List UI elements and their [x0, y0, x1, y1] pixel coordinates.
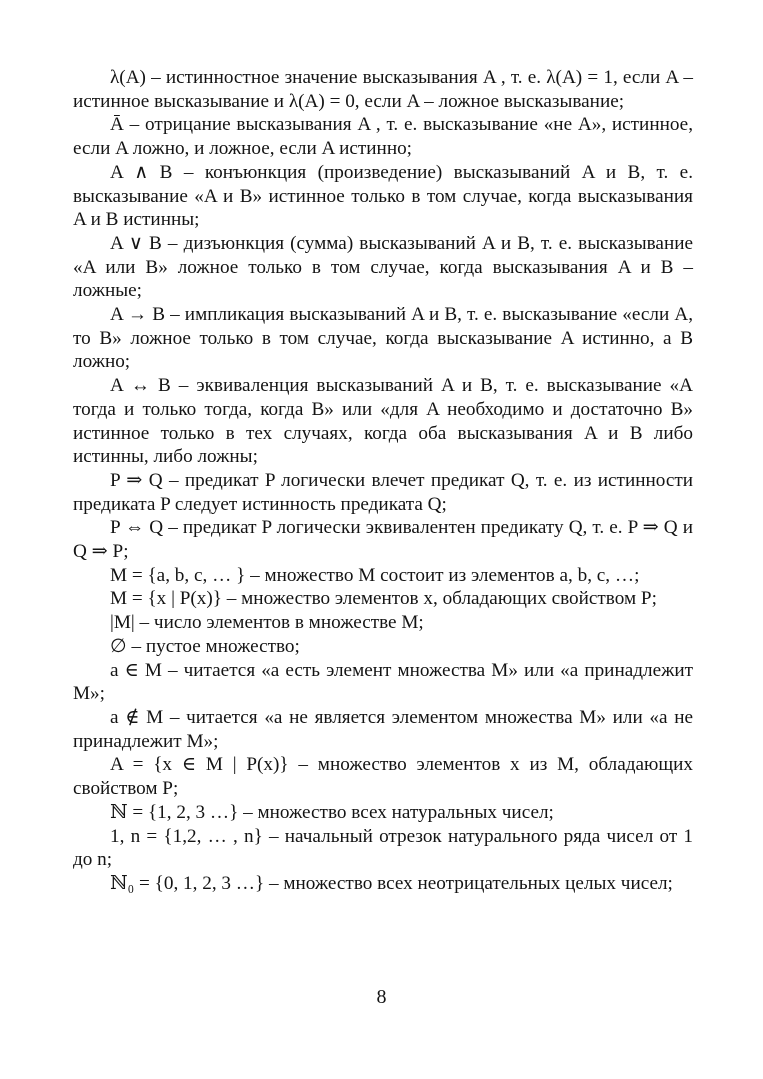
definition-nonnegative-integers: ℕ₀ = {0, 1, 2, 3 …} – множество всех неотрицательных целых чисел;: [110, 872, 673, 894]
definition-initial-segment: 1, n = {1,2, … , n} – начальный отрезок натурального ряда чисел от 1 до n;: [73, 825, 693, 871]
definition-set-enumeration: M = {a, b, c, … } – множество M состоит из элементов a, b, c, …;: [110, 564, 640, 586]
definition-negation: Ā – отрицание высказывания A , т. е. высказывание «не A», истинное, если A ложно, и ложное, если A истинно;: [73, 114, 693, 160]
definition-implication: A → B – импликация высказываний A и B, т. е. высказывание «если A, то B» ложное только в том случае, когда высказывание A истинно, а B ложно;: [73, 304, 693, 373]
definition-subset-builder: A = {x ∈ M | P(x)} – множество элементов x из M, обладающих свойством P;: [73, 754, 693, 800]
definition-empty-set: ∅ – пустое множество;: [110, 635, 300, 657]
definition-equivalence: A ↔ B – эквиваленция высказываний A и B, т. е. высказывание «A тогда и только тогда, когда B» или «для A необходимо и достаточно B» истинное только в тех случаях, когда оба высказывания A и B либо истинны, либо ложны;: [73, 375, 693, 468]
definition-membership: a ∈ M – читается «a есть элемент множества M» или «a принадлежит M»;: [73, 659, 693, 705]
page-body: [73, 66, 693, 896]
definition-non-membership: a ∉ M – читается «a не является элементом множества M» или «a не принадлежит M»;: [73, 706, 693, 752]
definition-truth-value: λ(A) – истинностное значение высказывания A , т. е. λ(A) = 1, если A – истинное высказывание и λ(A) = 0, если A – ложное высказывание;: [73, 67, 693, 112]
definition-natural-numbers: ℕ = {1, 2, 3 …} – множество всех натуральных чисел;: [110, 801, 554, 823]
definition-disjunction: A ∨ B – дизъюнкция (сумма) высказываний A и B, т. е. высказывание «A или B» ложное только в том случае, когда высказывания A и B – ложные;: [73, 232, 693, 302]
definition-set-builder: M = {x | P(x)} – множество элементов x, обладающих свойством P;: [110, 588, 657, 610]
definition-predicate-entailment: P ⇒ Q – предикат P логически влечет предикат Q, т. е. из истинности предиката P следует истинность предиката Q;: [73, 469, 693, 515]
definition-conjunction: A ∧ B – конъюнкция (произведение) высказываний A и B, т. е. высказывание «A и B» истинное только в том случае, когда высказывания A и B истинны;: [73, 161, 693, 231]
page-number: 8: [376, 986, 387, 1008]
definition-cardinality: |M| – число элементов в множестве M;: [110, 612, 424, 634]
definition-predicate-equivalence: P ⇔ Q – предикат P логически эквивалентен предикату Q, т. е. P ⇒ Q и Q ⇒ P;: [73, 517, 693, 563]
